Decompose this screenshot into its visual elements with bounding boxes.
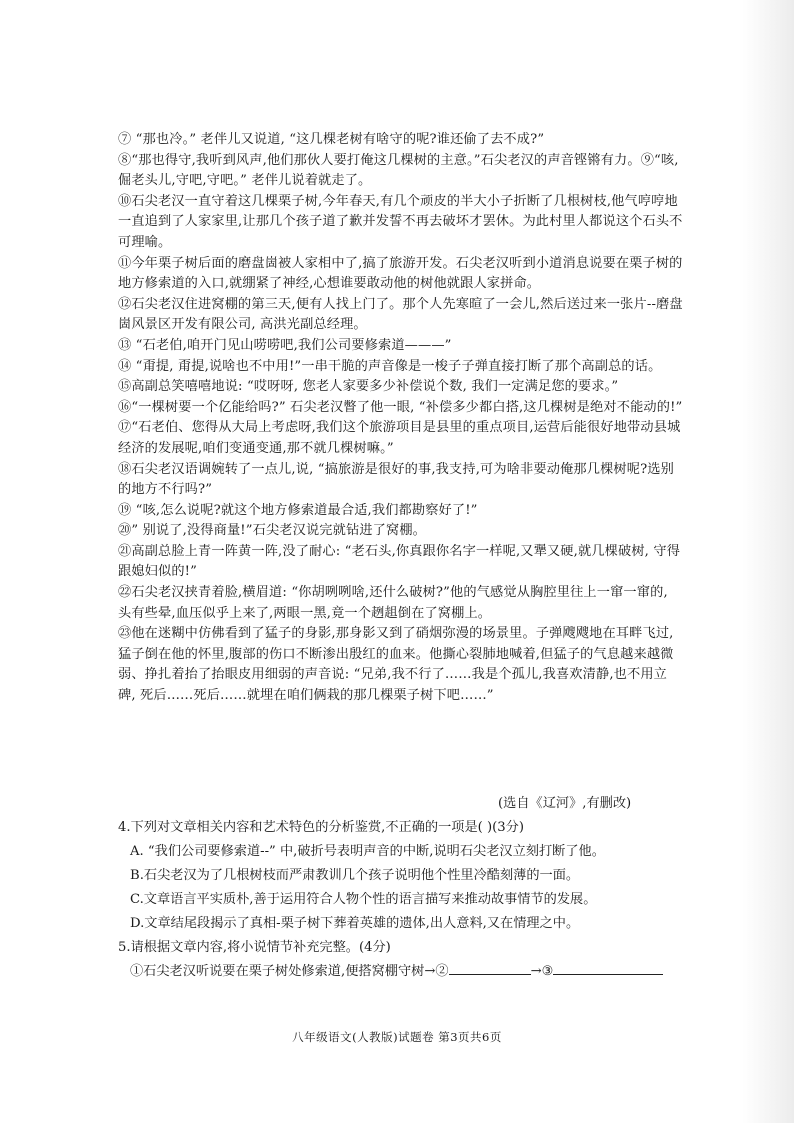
paragraph-8: ⑧“那也得守,我听到风声,他们那伙人要打俺这几棵树的主意。”石尖老汉的声音铿锵有力。⑨“咳,倔老头儿,守吧,守吧。” 老伴儿说着就走了。 (118, 152, 679, 189)
paragraph-18: ⑱石尖老汉语调婉转了一点儿,说, “搞旅游是很好的事,我支持,可为啥非要动俺那几棵树呢?选别的地方不行吗?” (118, 461, 674, 498)
paragraph-23: ㉓他在迷糊中仿佛看到了猛子的身影,那身影又到了硝烟弥漫的场景里。子弹飕飕地在耳畔飞过, 猛子倒在他的怀里,腹部的伤口不断渗出殷红的血来。他撕心裂肺地喊着,但猛子的气息越来越微弱、挣扎着抬了抬眼皮用细弱的声音说: “兄弟,我不行了……我是个孤儿,我喜欢清静,也不用立碑, 死后……死后……就埋在咱们俩栽的那几棵栗子树下吧……” (118, 626, 674, 704)
answer-blank-2[interactable] (449, 960, 531, 975)
paragraph-21: ㉑高副总脸上青一阵黄一阵,没了耐心: “老石头,你真跟你名字一样呢,又犟又硬,就几棵破树, 守得跟媳妇似的!” (118, 543, 681, 580)
question-4-option-b: B.石尖老汉为了几根树枝而严肃教训几个孩子说明他个性里冷酷刻薄的一面。 (130, 868, 580, 883)
source-note: (选自《辽河》,有删改) (498, 796, 632, 811)
paragraph-11: ⑪今年栗子树后面的磨盘崮被人家相中了,搞了旅游开发。石尖老汉听到小道消息说要在栗子树的地方修索道的入口,就绷紧了神经,心想谁要敢动他的树他就跟人家拼命。 (118, 255, 683, 292)
paragraph-15: ⑮高副总笑嘻嘻地说: “哎呀呀, 您老人家要多少补偿说个数, 我们一定满足您的要求。” (118, 379, 619, 395)
question-5-plot-line (118, 960, 688, 984)
paragraph-13: ⑬ “石老伯,咱开门见山唠唠吧,我们公司要修索道———” (118, 337, 452, 353)
paragraph-10: ⑩石尖老汉一直守着这几棵栗子树,今年春天,有几个顽皮的半大小子折断了几根树枝,他气哼哼地一直追到了人家家里,让那几个孩子道了歉并发誓不再去破坏才罢休。为此村里人都说这个石头不可理喻。 (118, 193, 683, 250)
question-5-stem: 5.请根据文章内容,将小说情节补充完整。(4分) (118, 940, 391, 955)
paragraph-22: ㉒石尖老汉挟青着脸,横眉道: “你胡咧咧啥,还什么破树?”他的气感觉从胸腔里往上一窜一窜的, 头有些晕,血压似乎上来了,两眼一黑,竟一个趔趄倒在了窝棚上。 (118, 585, 668, 621)
paragraph-16: ⑯“一棵树要一个亿能给吗?” 石尖老汉瞥了他一眼, “补偿多少都白搭,这几棵树是绝对不能动的!” (118, 399, 683, 415)
question-4-stem: 4.下列对文章相关内容和艺术特色的分析鉴赏,不正确的一项是( )(3分) (118, 820, 524, 835)
story-text (118, 130, 684, 707)
paragraph-14: ⑭ “甭提, 甭提,说啥也不中用!”一串干脆的声音像是一梭子子弹直接打断了那个高副总的话。 (118, 358, 662, 374)
answer-blank-3[interactable] (553, 960, 663, 975)
question-5-plot-prefix: ①石尖老汉听说要在栗子树处修索道,便搭窝棚守树→② (130, 964, 449, 979)
paragraph-20: ⑳” 别说了,没得商量!”石尖老汉说完就钻进了窝棚。 (118, 523, 427, 539)
paragraph-12: ⑫石尖老汉住进窝棚的第三天,便有人找上门了。那个人先寒暄了一会儿,然后送过来一张片--磨盘崮风景区开发有限公司, 高洪光副总经理。 (118, 296, 683, 333)
question-4-option-a: A. “我们公司要修索道--” 中,破折号表明声音的中断,说明石尖老汉立刻打断了他。 (130, 844, 605, 859)
questions-section (118, 816, 688, 984)
question-4-option-c: C.文章语言平实质朴,善于运用符合人物个性的语言描写来推动故事情节的发展。 (130, 892, 597, 907)
question-4-option-d: D.文章结尾段揭示了真相-栗子树下葬着英雄的遗体,出人意料,又在情理之中。 (130, 916, 580, 931)
scan-edge-shadow (742, 0, 794, 1123)
paragraph-7: ⑦ “那也冷。” 老伴儿又说道, “这几棵老树有啥守的呢?谁还偷了去不成?” (118, 132, 545, 147)
paragraph-19: ⑲ “咳,怎么说呢?就这个地方修索道最合适,我们都勘察好了!” (118, 502, 478, 518)
page-footer: 八年级语文(人教版)试题卷 第3页共6页 (292, 1030, 502, 1044)
question-5-arrow: →③ (530, 964, 554, 979)
paragraph-17: ⑰“石老伯、您得从大局上考虑呀,我们这个旅游项目是县里的重点项目,运营后能很好地带动县城经济的发展呢,咱们变通变通,那不就几棵树嘛。” (118, 420, 681, 456)
